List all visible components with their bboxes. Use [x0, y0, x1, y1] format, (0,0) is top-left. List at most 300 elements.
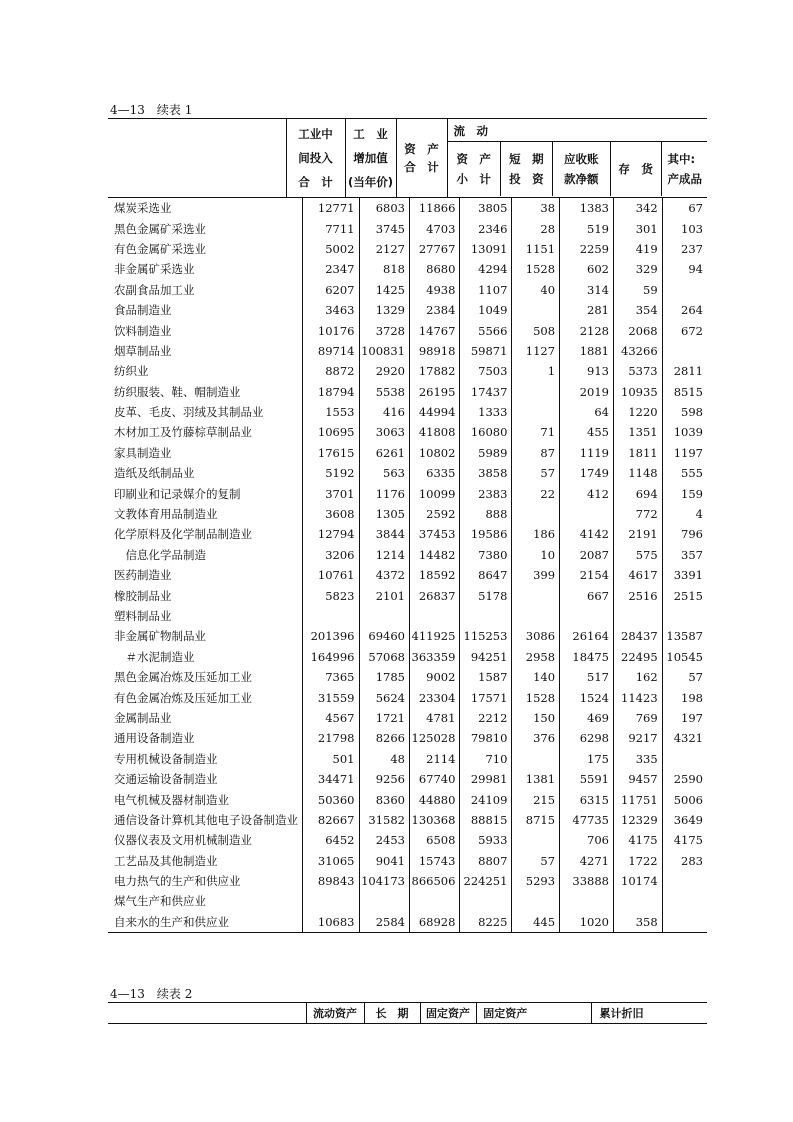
- table-row: [108, 259, 707, 279]
- value-cell: [460, 891, 512, 911]
- industry-name-cell: 电气机械及器材制造业: [114, 792, 229, 807]
- value-cell: 7380: [460, 545, 512, 565]
- value-cell: 8807: [460, 851, 512, 871]
- value-cell: 10695: [303, 422, 360, 442]
- value-cell: [409, 891, 459, 911]
- value-cell: [409, 606, 459, 626]
- value-cell: 18592: [409, 565, 459, 585]
- value-cell: 314: [560, 280, 614, 300]
- value-cell: 6803: [359, 198, 409, 218]
- value-cell: 1811: [613, 443, 662, 463]
- value-cell: 6452: [303, 830, 360, 850]
- value-cell: 1197: [662, 443, 707, 463]
- value-cell: [613, 606, 662, 626]
- value-cell: 12794: [303, 524, 360, 544]
- value-cell: 28437: [613, 626, 662, 646]
- header-current-assets-subtotal: 资 产 小 计: [456, 151, 491, 186]
- value-cell: [512, 606, 560, 626]
- value-cell: [303, 606, 360, 626]
- value-cell: [512, 585, 560, 605]
- value-cell: 26837: [409, 585, 459, 605]
- industry-name-cell: 皮革、毛皮、羽绒及其制品业: [114, 405, 264, 420]
- table-row: [108, 830, 707, 850]
- value-cell: 5002: [303, 239, 360, 259]
- value-cell: 5566: [460, 320, 512, 340]
- value-cell: 89843: [303, 871, 360, 891]
- value-cell: 2128: [560, 320, 614, 340]
- value-cell: 79810: [460, 728, 512, 748]
- table-row: [108, 708, 707, 728]
- value-cell: 43266: [613, 341, 662, 361]
- value-cell: 21798: [303, 728, 360, 748]
- header2-col-long-term: 长 期: [364, 1003, 420, 1024]
- industry-name-cell: 煤炭采选业: [114, 201, 172, 216]
- value-cell: 2212: [460, 708, 512, 728]
- value-cell: 602: [560, 259, 614, 279]
- table-row: [108, 891, 707, 911]
- value-cell: 4938: [409, 280, 459, 300]
- value-cell: 2811: [662, 361, 707, 381]
- value-cell: [560, 606, 614, 626]
- value-cell: 57: [512, 851, 560, 871]
- value-cell: 17571: [460, 687, 512, 707]
- value-cell: 1329: [359, 300, 409, 320]
- header-value-added: 工 业 增加值 (当年价): [345, 119, 396, 198]
- value-cell: 17882: [409, 361, 459, 381]
- table-row: [108, 545, 707, 565]
- value-cell: 2384: [409, 300, 459, 320]
- value-cell: 4567: [303, 708, 360, 728]
- industry-name-cell: 烟草制品业: [114, 343, 172, 358]
- value-cell: 26195: [409, 382, 459, 402]
- value-cell: 7503: [460, 361, 512, 381]
- value-cell: 2383: [460, 483, 512, 503]
- header-intermediate-input: 工业中 间投入 合 计: [286, 119, 345, 198]
- table-row: [108, 300, 707, 320]
- industry-name-cell: ＃水泥制造业: [114, 649, 195, 664]
- value-cell: 2958: [512, 647, 560, 667]
- value-cell: 2101: [359, 585, 409, 605]
- value-cell: 159: [662, 483, 707, 503]
- value-cell: 3649: [662, 810, 707, 830]
- value-cell: 10935: [613, 382, 662, 402]
- value-cell: 57068: [359, 647, 409, 667]
- value-cell: [512, 300, 560, 320]
- value-cell: 412: [560, 483, 614, 503]
- value-cell: 18475: [560, 647, 614, 667]
- industry-name-cell: 自来水的生产和供应业: [114, 914, 229, 929]
- table-row: [108, 341, 707, 361]
- value-cell: [662, 280, 707, 300]
- value-cell: 5192: [303, 463, 360, 483]
- value-cell: 354: [613, 300, 662, 320]
- header2-col-blank: [534, 1003, 591, 1024]
- value-cell: 335: [613, 749, 662, 769]
- table-row: [108, 443, 707, 463]
- value-cell: 575: [613, 545, 662, 565]
- value-cell: 1305: [359, 504, 409, 524]
- value-cell: 455: [560, 422, 614, 442]
- industry-name-cell: 食品制造业: [114, 303, 172, 318]
- value-cell: 69460: [359, 626, 409, 646]
- value-cell: 88815: [460, 810, 512, 830]
- industry-name-cell: 煤气生产和供应业: [114, 894, 206, 909]
- value-cell: 6261: [359, 443, 409, 463]
- value-cell: 47735: [560, 810, 614, 830]
- value-cell: 469: [560, 708, 614, 728]
- value-cell: 162: [613, 667, 662, 687]
- value-cell: 2453: [359, 830, 409, 850]
- value-cell: 8872: [303, 361, 360, 381]
- table-row: [108, 667, 707, 687]
- value-cell: 1214: [359, 545, 409, 565]
- value-cell: 5591: [560, 769, 614, 789]
- value-cell: 3206: [303, 545, 360, 565]
- value-cell: 22: [512, 483, 560, 503]
- table-row: [108, 789, 707, 809]
- industry-name-cell: 工艺品及其他制造业: [114, 853, 218, 868]
- value-cell: [613, 891, 662, 911]
- value-cell: 1553: [303, 402, 360, 422]
- value-cell: 8647: [460, 565, 512, 585]
- value-cell: 16080: [460, 422, 512, 442]
- value-cell: 2592: [409, 504, 459, 524]
- value-cell: 3701: [303, 483, 360, 503]
- value-cell: 12329: [613, 810, 662, 830]
- value-cell: [512, 830, 560, 850]
- table-row: [108, 483, 707, 503]
- value-cell: 31065: [303, 851, 360, 871]
- value-cell: 23304: [409, 687, 459, 707]
- value-cell: 130368: [409, 810, 459, 830]
- table-row: [108, 463, 707, 483]
- value-cell: 67740: [409, 769, 459, 789]
- value-cell: 2515: [662, 585, 707, 605]
- table-row: [108, 361, 707, 381]
- value-cell: 28: [512, 218, 560, 238]
- value-cell: 1119: [560, 443, 614, 463]
- value-cell: [512, 504, 560, 524]
- value-cell: [359, 891, 409, 911]
- value-cell: 3063: [359, 422, 409, 442]
- value-cell: 3745: [359, 218, 409, 238]
- value-cell: 9256: [359, 769, 409, 789]
- industry-name-cell: 纺织业: [114, 364, 149, 379]
- table-row: [108, 280, 707, 300]
- value-cell: [512, 402, 560, 422]
- value-cell: 31559: [303, 687, 360, 707]
- value-cell: 2590: [662, 769, 707, 789]
- header2-name-column: [108, 1003, 306, 1024]
- value-cell: 8360: [359, 789, 409, 809]
- table-row: [108, 585, 707, 605]
- value-cell: 6335: [409, 463, 459, 483]
- value-cell: 1: [512, 361, 560, 381]
- value-cell: 104173: [359, 871, 409, 891]
- value-cell: 772: [613, 504, 662, 524]
- industry-name-cell: 通用设备制造业: [114, 731, 195, 746]
- header-total-assets: 资 产 合 计: [396, 119, 447, 198]
- value-cell: 1039: [662, 422, 707, 442]
- value-cell: 2127: [359, 239, 409, 259]
- value-cell: 376: [512, 728, 560, 748]
- value-cell: 48: [359, 749, 409, 769]
- value-cell: 517: [560, 667, 614, 687]
- table-row: [108, 422, 707, 442]
- header-accounts-receivable: 应收账 款净额: [552, 142, 610, 196]
- value-cell: 12771: [303, 198, 360, 218]
- value-cell: 115253: [460, 626, 512, 646]
- value-cell: 1587: [460, 667, 512, 687]
- value-cell: 598: [662, 402, 707, 422]
- value-cell: 201396: [303, 626, 360, 646]
- industry-name-cell: 家具制造业: [114, 445, 172, 460]
- value-cell: 11751: [613, 789, 662, 809]
- value-cell: 10: [512, 545, 560, 565]
- value-cell: 1127: [512, 341, 560, 361]
- value-cell: 14482: [409, 545, 459, 565]
- value-cell: 8680: [409, 259, 459, 279]
- industry-name-cell: 医药制造业: [114, 568, 172, 583]
- value-cell: 1721: [359, 708, 409, 728]
- value-cell: 44880: [409, 789, 459, 809]
- value-cell: 175: [560, 749, 614, 769]
- value-cell: 3391: [662, 565, 707, 585]
- table-row: [108, 749, 707, 769]
- header2-col-accumulated-depreciation: 累计折旧: [591, 1003, 707, 1024]
- value-cell: 1528: [512, 687, 560, 707]
- value-cell: 59871: [460, 341, 512, 361]
- value-cell: 164996: [303, 647, 360, 667]
- value-cell: 4175: [613, 830, 662, 850]
- value-cell: 888: [460, 504, 512, 524]
- value-cell: 1785: [359, 667, 409, 687]
- value-cell: 215: [512, 789, 560, 809]
- value-cell: 27767: [409, 239, 459, 259]
- value-cell: 197: [662, 708, 707, 728]
- header2-col-fixed-assets-b: 固定资产: [476, 1003, 534, 1024]
- value-cell: 1049: [460, 300, 512, 320]
- value-cell: 140: [512, 667, 560, 687]
- value-cell: 150: [512, 708, 560, 728]
- value-cell: 10174: [613, 871, 662, 891]
- industry-name-cell: 仪器仪表及文用机械制造业: [114, 833, 252, 848]
- value-cell: 50360: [303, 789, 360, 809]
- value-cell: 2087: [560, 545, 614, 565]
- value-cell: 796: [662, 524, 707, 544]
- data-table: [108, 198, 707, 933]
- value-cell: 1176: [359, 483, 409, 503]
- value-cell: 186: [512, 524, 560, 544]
- value-cell: 3858: [460, 463, 512, 483]
- value-cell: 1351: [613, 422, 662, 442]
- header2-col-current-assets: 流动资产: [306, 1003, 364, 1024]
- table-row: [108, 626, 707, 646]
- value-cell: 40: [512, 280, 560, 300]
- value-cell: 6508: [409, 830, 459, 850]
- industry-name-cell: 文教体育用品制造业: [114, 507, 218, 522]
- value-cell: [460, 606, 512, 626]
- value-cell: 2019: [560, 382, 614, 402]
- value-cell: 4294: [460, 259, 512, 279]
- value-cell: 301: [613, 218, 662, 238]
- value-cell: 3844: [359, 524, 409, 544]
- industry-name-cell: 印刷业和记录媒介的复制: [114, 486, 241, 501]
- value-cell: [662, 749, 707, 769]
- value-cell: 1425: [359, 280, 409, 300]
- value-cell: 31582: [359, 810, 409, 830]
- table-row: [108, 687, 707, 707]
- value-cell: 5823: [303, 585, 360, 605]
- industry-name-cell: 通信设备计算机其他电子设备制造业: [114, 812, 298, 827]
- value-cell: 8225: [460, 912, 512, 933]
- value-cell: 87: [512, 443, 560, 463]
- value-cell: 399: [512, 565, 560, 585]
- value-cell: 5933: [460, 830, 512, 850]
- value-cell: 8715: [512, 810, 560, 830]
- industry-name-cell: 黑色金属冶炼及压延加工业: [114, 670, 252, 685]
- table-row: [108, 239, 707, 259]
- value-cell: [512, 749, 560, 769]
- value-cell: 329: [613, 259, 662, 279]
- value-cell: 7365: [303, 667, 360, 687]
- table-row: [108, 320, 707, 340]
- value-cell: 18794: [303, 382, 360, 402]
- header-short-term-investment: 短 期 投 资: [500, 142, 552, 196]
- table-row: [108, 402, 707, 422]
- value-cell: 198: [662, 687, 707, 707]
- value-cell: 2259: [560, 239, 614, 259]
- value-cell: [662, 912, 707, 933]
- value-cell: 13587: [662, 626, 707, 646]
- value-cell: 10761: [303, 565, 360, 585]
- value-cell: 3608: [303, 504, 360, 524]
- industry-name-cell: 黑色金属矿采选业: [114, 221, 206, 236]
- value-cell: 6298: [560, 728, 614, 748]
- value-cell: [359, 606, 409, 626]
- value-cell: 501: [303, 749, 360, 769]
- value-cell: 67: [662, 198, 707, 218]
- table-row: [108, 769, 707, 789]
- value-cell: 818: [359, 259, 409, 279]
- value-cell: 68928: [409, 912, 459, 933]
- value-cell: 5624: [359, 687, 409, 707]
- industry-name-cell: 木材加工及竹藤棕草制品业: [114, 425, 252, 440]
- table-row: [108, 912, 707, 933]
- value-cell: 224251: [460, 871, 512, 891]
- value-cell: [662, 341, 707, 361]
- value-cell: 4781: [409, 708, 459, 728]
- value-cell: [512, 891, 560, 911]
- value-cell: 3086: [512, 626, 560, 646]
- value-cell: 13091: [460, 239, 512, 259]
- value-cell: 34471: [303, 769, 360, 789]
- value-cell: 1107: [460, 280, 512, 300]
- value-cell: 5373: [613, 361, 662, 381]
- industry-name-cell: 信息化学品制造: [114, 547, 206, 562]
- value-cell: 419: [613, 239, 662, 259]
- industry-name-cell: 化学原料及化学制品制造业: [114, 527, 252, 542]
- value-cell: 10802: [409, 443, 459, 463]
- industry-name-cell: 有色金属冶炼及压延加工业: [114, 690, 252, 705]
- value-cell: 3463: [303, 300, 360, 320]
- value-cell: 7711: [303, 218, 360, 238]
- value-cell: 41808: [409, 422, 459, 442]
- industry-name-cell: 非金属矿物制品业: [114, 629, 206, 644]
- value-cell: 4617: [613, 565, 662, 585]
- value-cell: 4175: [662, 830, 707, 850]
- industry-name-cell: 橡胶制品业: [114, 588, 172, 603]
- table-row: [108, 198, 707, 218]
- value-cell: 24109: [460, 789, 512, 809]
- value-cell: 5293: [512, 871, 560, 891]
- value-cell: 125028: [409, 728, 459, 748]
- value-cell: 9041: [359, 851, 409, 871]
- value-cell: 15743: [409, 851, 459, 871]
- value-cell: 769: [613, 708, 662, 728]
- value-cell: 5538: [359, 382, 409, 402]
- industry-name-cell: 造纸及纸制品业: [114, 466, 195, 481]
- table-row: [108, 218, 707, 238]
- value-cell: 4703: [409, 218, 459, 238]
- table-header-1: [108, 118, 707, 198]
- value-cell: 57: [662, 667, 707, 687]
- industry-name-cell: 纺织服装、鞋、帽制造业: [114, 384, 241, 399]
- value-cell: 2346: [460, 218, 512, 238]
- value-cell: 33888: [560, 871, 614, 891]
- header-finished-goods: 其中: 产成品: [661, 142, 707, 196]
- value-cell: 19586: [460, 524, 512, 544]
- value-cell: 9217: [613, 728, 662, 748]
- value-cell: 4: [662, 504, 707, 524]
- table-caption-2: 4—13 续表 2: [110, 987, 193, 1001]
- value-cell: 5178: [460, 585, 512, 605]
- value-cell: 913: [560, 361, 614, 381]
- value-cell: [560, 891, 614, 911]
- value-cell: 5989: [460, 443, 512, 463]
- table-row: [108, 565, 707, 585]
- table-row: [108, 647, 707, 667]
- value-cell: 89714: [303, 341, 360, 361]
- industry-name-cell: 农副食品加工业: [114, 282, 195, 297]
- value-cell: 94251: [460, 647, 512, 667]
- value-cell: 667: [560, 585, 614, 605]
- value-cell: [512, 382, 560, 402]
- industry-name-cell: 饮料制造业: [114, 323, 172, 338]
- value-cell: [662, 606, 707, 626]
- table-row: [108, 382, 707, 402]
- header-current-assets-group: [447, 119, 707, 198]
- value-cell: 100831: [359, 341, 409, 361]
- value-cell: 2347: [303, 259, 360, 279]
- header-inventory: 存 货: [610, 142, 661, 196]
- value-cell: 411925: [409, 626, 459, 646]
- value-cell: 706: [560, 830, 614, 850]
- header-name-column: [108, 119, 286, 198]
- value-cell: 17615: [303, 443, 360, 463]
- value-cell: 866506: [409, 871, 459, 891]
- value-cell: 3805: [460, 198, 512, 218]
- value-cell: 281: [560, 300, 614, 320]
- value-cell: 2584: [359, 912, 409, 933]
- value-cell: 445: [512, 912, 560, 933]
- value-cell: 1151: [512, 239, 560, 259]
- value-cell: 38: [512, 198, 560, 218]
- value-cell: 4372: [359, 565, 409, 585]
- value-cell: 10683: [303, 912, 360, 933]
- value-cell: [560, 504, 614, 524]
- value-cell: 6207: [303, 280, 360, 300]
